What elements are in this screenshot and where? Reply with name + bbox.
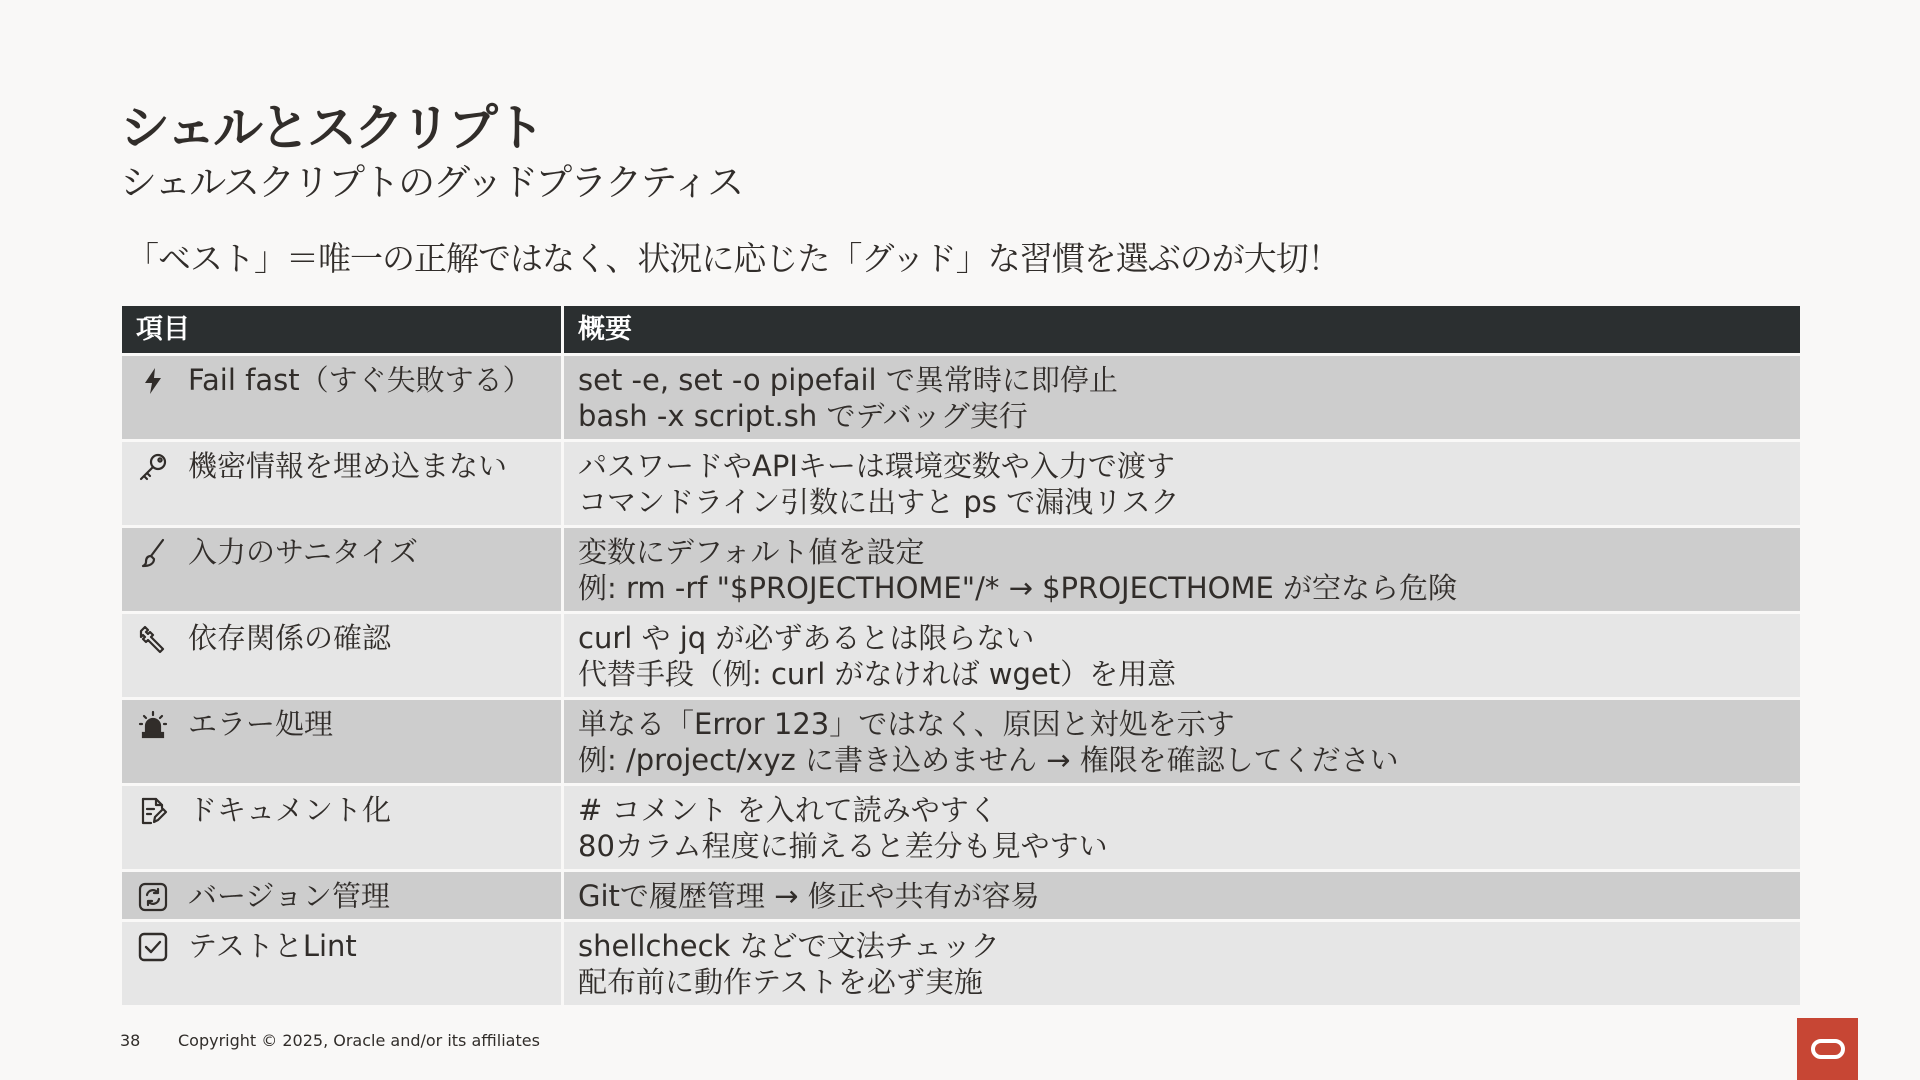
table-header-row (122, 306, 1800, 353)
oracle-ring-icon (1811, 1039, 1845, 1059)
table-row (122, 353, 1800, 439)
summary-line: set -e, set -o pipefail で異常時に即停止 (578, 363, 1118, 397)
copyright-text: Copyright © 2025, Oracle and/or its affiliates (178, 1031, 540, 1050)
page-number: 38 (120, 1031, 141, 1050)
item-cell (122, 525, 561, 611)
summary-cell (561, 439, 1800, 525)
table-row (122, 525, 1800, 611)
table-row (122, 611, 1800, 697)
column-header-item: 項目 (122, 306, 561, 353)
item-cell (122, 697, 561, 783)
sync-icon (136, 880, 170, 914)
summary-cell (561, 869, 1800, 919)
summary-line: パスワードやAPIキーは環境変数や入力で渡す (578, 449, 1175, 483)
brush-icon (136, 536, 170, 570)
summary-line: 配布前に動作テストを必ず実施 (578, 965, 983, 999)
item-cell (122, 353, 561, 439)
summary-line: bash -x script.sh でデバッグ実行 (578, 399, 1028, 433)
key-icon (136, 450, 170, 484)
item-label: 入力のサニタイズ (188, 535, 418, 569)
item-label: 機密情報を埋め込まない (188, 449, 508, 483)
summary-cell (561, 611, 1800, 697)
summary-line: # コメント を入れて読みやすく (578, 793, 998, 827)
table-row (122, 439, 1800, 525)
summary-line: Gitで履歴管理 → 修正や共有が容易 (578, 879, 1040, 913)
oracle-logo (1797, 1018, 1858, 1080)
item-label: 依存関係の確認 (188, 621, 392, 655)
item-cell (122, 783, 561, 869)
item-label: バージョン管理 (188, 879, 390, 913)
summary-cell (561, 353, 1800, 439)
page-subtitle: シェルスクリプトのグッドプラクティス (120, 161, 743, 204)
summary-line: curl や jq が必ずあるとは限らない (578, 621, 1035, 655)
table-row (122, 869, 1800, 919)
page-title: シェルとスクリプト (120, 99, 542, 157)
item-label: ドキュメント化 (188, 793, 392, 827)
summary-cell (561, 525, 1800, 611)
item-cell (122, 611, 561, 697)
item-label: テストとLint (188, 929, 357, 963)
table-row (122, 919, 1800, 1005)
summary-line: 代替手段（例: curl がなければ wget）を用意 (578, 657, 1177, 691)
summary-line: コマンドライン引数に出すと ps で漏洩リスク (578, 485, 1180, 519)
document-edit-icon (136, 794, 170, 828)
column-header-summary: 概要 (561, 306, 1800, 353)
item-label: エラー処理 (188, 707, 334, 741)
item-cell (122, 439, 561, 525)
lightning-icon (136, 364, 170, 398)
item-label: Fail fast（すぐ失敗する） (188, 363, 532, 397)
table-row (122, 783, 1800, 869)
item-cell (122, 869, 561, 919)
lead-text: 「ベスト」＝唯一の正解ではなく、状況に応じた「グッド」な習慣を選ぶのが大切！ (126, 239, 1340, 278)
table-row (122, 697, 1800, 783)
alarm-icon (136, 708, 170, 742)
checkbox-icon (136, 930, 170, 964)
summary-line: 例: rm -rf "$PROJECTHOME"/* → $PROJECTHOME が空なら危険 (578, 571, 1458, 605)
wrench-icon (136, 622, 170, 656)
item-cell (122, 919, 561, 1005)
summary-line: 変数にデフォルト値を設定 (578, 535, 925, 569)
summary-cell (561, 919, 1800, 1005)
summary-line: 80カラム程度に揃えると差分も見やすい (578, 829, 1108, 863)
summary-line: shellcheck などで文法チェック (578, 929, 1000, 963)
practices-table (122, 306, 1800, 1005)
summary-cell (561, 783, 1800, 869)
summary-line: 例: /project/xyz に書き込めません → 権限を確認してください (578, 743, 1399, 777)
summary-line: 単なる「Error 123」ではなく、原因と対処を示す (578, 707, 1235, 741)
summary-cell (561, 697, 1800, 783)
